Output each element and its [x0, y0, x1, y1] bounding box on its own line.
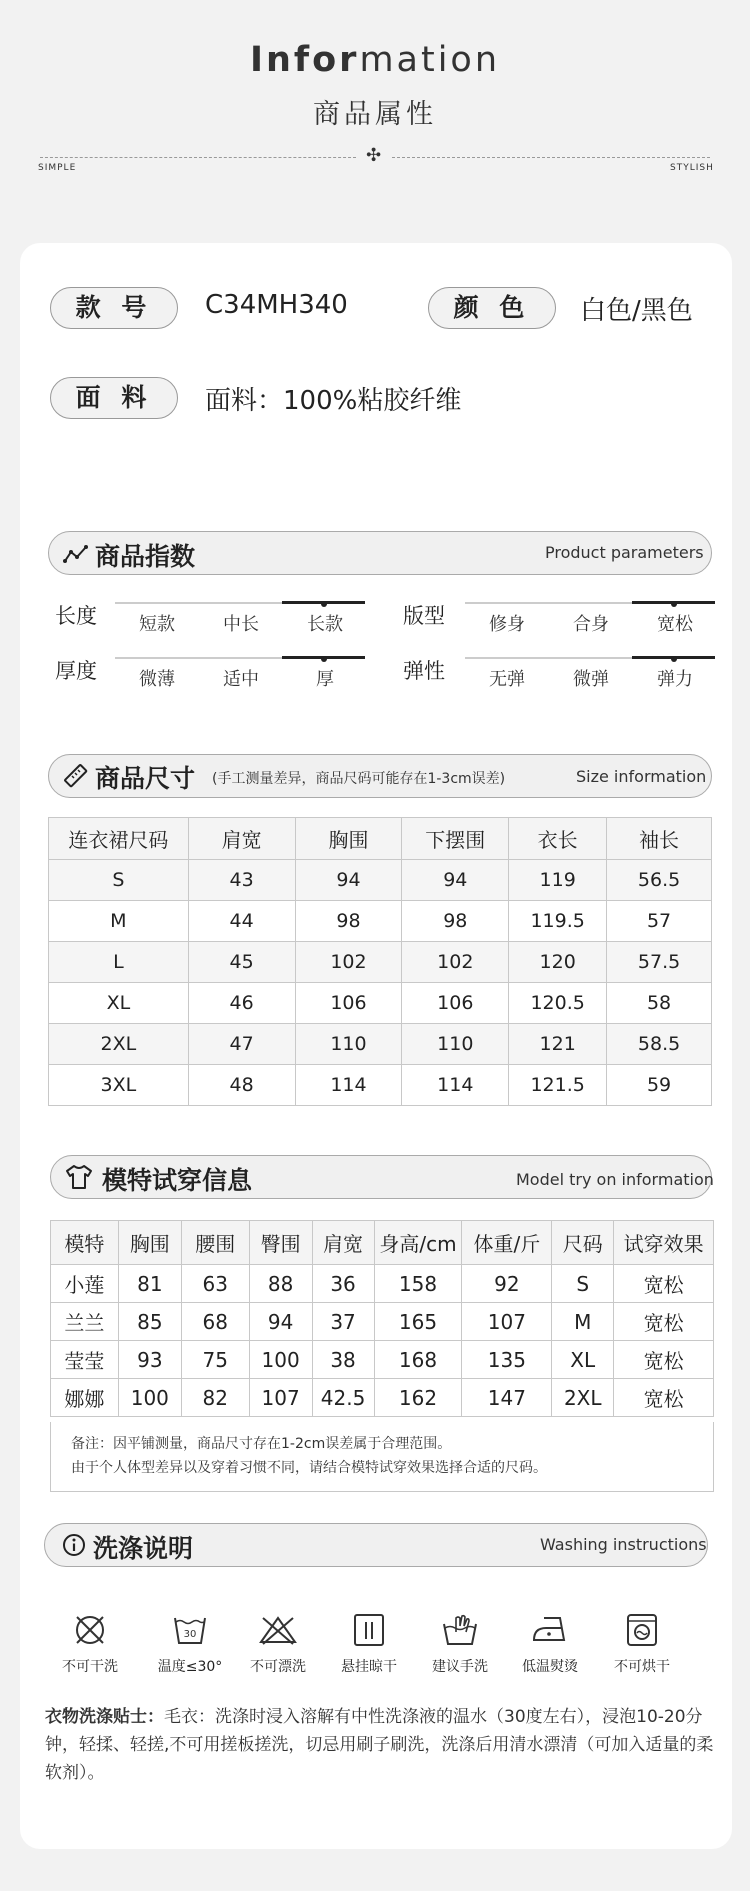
table-row [49, 901, 712, 942]
table-row [51, 1265, 714, 1303]
thickness-option-thick: 厚 [316, 669, 334, 690]
size-cell: 45 [188, 942, 295, 983]
size-header-cell: 衣长 [509, 818, 607, 860]
size-cell: 110 [295, 1024, 402, 1065]
size-header-cell: 胸围 [295, 818, 402, 860]
size-cell: 121.5 [509, 1065, 607, 1106]
thickness-option-thin: 微薄 [139, 669, 175, 690]
size-cell: 120 [509, 942, 607, 983]
size-cell: 58.5 [607, 1024, 712, 1065]
model-header-cell: 模特 [51, 1221, 119, 1265]
model-header-cell: 体重/斤 [462, 1221, 552, 1265]
model-cell: 宽松 [614, 1303, 714, 1341]
size-cell: 56.5 [607, 860, 712, 901]
table-row [51, 1341, 714, 1379]
model-cell: 162 [374, 1379, 462, 1417]
size-cell: 114 [402, 1065, 509, 1106]
no-dry-clean-icon [72, 1612, 108, 1648]
param-label-elasticity: 弹性 [403, 659, 445, 683]
table-row [49, 1065, 712, 1106]
fit-option-regular: 合身 [573, 614, 609, 635]
model-cell: 94 [249, 1303, 312, 1341]
model-cell: 168 [374, 1341, 462, 1379]
fabric-label: 面 料 [50, 377, 178, 419]
wash-label: 悬挂晾干 [341, 1659, 397, 1675]
size-cell: 44 [188, 901, 295, 942]
model-cell: 36 [312, 1265, 374, 1303]
model-cell: 107 [462, 1303, 552, 1341]
size-cell: 94 [295, 860, 402, 901]
model-cell: 63 [181, 1265, 249, 1303]
table-row [49, 1024, 712, 1065]
model-header-cell: 腰围 [181, 1221, 249, 1265]
wash-temp-text: 30 [183, 1629, 197, 1640]
wash-tips-text: 毛衣：洗涤时浸入溶解有中性洗涤液的温水（30度左右），浸泡10-20分钟，轻揉、轻搓,不可用搓板搓洗，切忌用刷子刷洗，洗涤后用清水漂清（可加入适量的柔软剂）。 [45, 1707, 714, 1783]
size-header-cell: 袖长 [607, 818, 712, 860]
model-cell: 135 [462, 1341, 552, 1379]
cross-ornament-icon: ✣ [366, 145, 382, 166]
size-cell: 114 [295, 1065, 402, 1106]
model-cell: 81 [118, 1265, 181, 1303]
wash-30-icon [172, 1612, 208, 1648]
table-row [49, 860, 712, 901]
hang-dry-icon [351, 1612, 387, 1648]
param-label-length: 长度 [55, 604, 97, 628]
wash-item-no-dry-clean [48, 1612, 132, 1676]
size-cell: 57.5 [607, 942, 712, 983]
size-cell: 94 [402, 860, 509, 901]
model-cell: 158 [374, 1265, 462, 1303]
wash-tips [45, 1703, 725, 1787]
model-cell: 莹莹 [51, 1341, 119, 1379]
size-cell: 106 [295, 983, 402, 1024]
model-cell: 147 [462, 1379, 552, 1417]
size-en: Size information [576, 767, 707, 786]
size-table [48, 817, 712, 1106]
size-cell: 46 [188, 983, 295, 1024]
size-cell: 120.5 [509, 983, 607, 1024]
fabric-value: 面料：100%粘胶纤维 [205, 386, 462, 416]
note-line-1: 备注：因平铺测量，商品尺寸存在1-2cm误差属于合理范围。 [71, 1436, 452, 1452]
wash-item-temp [148, 1612, 232, 1676]
table-row [51, 1379, 714, 1417]
model-cell: 小莲 [51, 1265, 119, 1303]
table-row [49, 942, 712, 983]
size-cell: M [49, 901, 189, 942]
model-header-cell: 肩宽 [312, 1221, 374, 1265]
size-header-cell: 肩宽 [188, 818, 295, 860]
size-header-cell: 下摆围 [402, 818, 509, 860]
model-cell: 107 [249, 1379, 312, 1417]
model-cell: 兰兰 [51, 1303, 119, 1341]
size-cell: 57 [607, 901, 712, 942]
model-notes [50, 1422, 714, 1492]
model-cell: 42.5 [312, 1379, 374, 1417]
table-row [49, 983, 712, 1024]
model-cell: 88 [249, 1265, 312, 1303]
wash-label: 温度≤30° [157, 1659, 223, 1675]
length-option-short: 短款 [139, 614, 175, 635]
size-cell: S [49, 860, 189, 901]
model-cell: XL [552, 1341, 614, 1379]
model-cell: 宽松 [614, 1341, 714, 1379]
header-divider-left [40, 157, 356, 158]
wash-item-no-bleach [236, 1612, 320, 1676]
size-cell: 106 [402, 983, 509, 1024]
wash-label: 建议手洗 [432, 1659, 488, 1675]
size-cell: 3XL [49, 1065, 189, 1106]
style-no-value: C34MH340 [205, 290, 348, 320]
size-cell: 58 [607, 983, 712, 1024]
wash-tips-label: 衣物洗涤贴士： [45, 1707, 164, 1727]
model-en: Model try on information [516, 1170, 714, 1189]
size-cell: 102 [295, 942, 402, 983]
size-cell: L [49, 942, 189, 983]
model-cell: 2XL [552, 1379, 614, 1417]
model-header-cell: 尺码 [552, 1221, 614, 1265]
elasticity-option-stretch: 弹力 [657, 669, 693, 690]
model-cell: 85 [118, 1303, 181, 1341]
model-cell: 92 [462, 1265, 552, 1303]
size-header-cell: 连衣裙尺码 [49, 818, 189, 860]
fit-scale-marker [671, 601, 677, 607]
table-row [51, 1303, 714, 1341]
size-note: (手工测量差异，商品尺码可能存在1-3cm误差) [212, 771, 506, 787]
stylish-tag: STYLISH [670, 163, 714, 173]
size-cell: 59 [607, 1065, 712, 1106]
model-header-cell: 胸围 [118, 1221, 181, 1265]
wash-label: 低温熨烫 [522, 1659, 578, 1675]
size-cell: 2XL [49, 1024, 189, 1065]
thickness-scale-marker [321, 656, 327, 662]
wash-item-no-tumble-dry [600, 1612, 684, 1676]
wash-item-low-iron [508, 1612, 592, 1676]
style-no-label: 款 号 [50, 287, 178, 329]
model-cell: S [552, 1265, 614, 1303]
wash-item-hand-wash [418, 1612, 502, 1676]
model-cell: 宽松 [614, 1265, 714, 1303]
model-header-cell: 臀围 [249, 1221, 312, 1265]
model-cell: 68 [181, 1303, 249, 1341]
hand-wash-icon [440, 1612, 480, 1648]
size-cell: 102 [402, 942, 509, 983]
wash-title: 洗涤说明 [93, 1534, 194, 1563]
wash-label: 不可漂洗 [250, 1659, 306, 1675]
wash-label: 不可干洗 [62, 1659, 118, 1675]
param-label-thickness: 厚度 [55, 659, 97, 683]
size-cell: 119 [509, 860, 607, 901]
model-cell: 165 [374, 1303, 462, 1341]
size-cell: 43 [188, 860, 295, 901]
model-cell: M [552, 1303, 614, 1341]
model-cell: 75 [181, 1341, 249, 1379]
model-cell: 100 [249, 1341, 312, 1379]
length-scale-marker [321, 601, 327, 607]
thickness-option-medium: 适中 [223, 669, 259, 690]
model-cell: 宽松 [614, 1379, 714, 1417]
size-cell: 121 [509, 1024, 607, 1065]
length-option-long: 长款 [307, 614, 343, 635]
size-cell: 119.5 [509, 901, 607, 942]
params-en: Product parameters [545, 543, 704, 562]
param-label-fit: 版型 [403, 604, 445, 628]
model-cell: 38 [312, 1341, 374, 1379]
model-cell: 娜娜 [51, 1379, 119, 1417]
color-value: 白色/黑色 [580, 296, 693, 326]
wash-item-hang-dry [327, 1612, 411, 1676]
color-label: 颜 色 [428, 287, 556, 329]
fit-option-slim: 修身 [489, 614, 525, 635]
model-header-cell: 身高/cm [374, 1221, 462, 1265]
fit-option-loose: 宽松 [657, 614, 693, 635]
size-cell: 47 [188, 1024, 295, 1065]
size-cell: XL [49, 983, 189, 1024]
ruler-icon [62, 762, 90, 790]
no-bleach-icon [258, 1612, 298, 1648]
simple-tag: SIMPLE [38, 163, 77, 173]
header-title: Information [249, 40, 501, 80]
elasticity-option-slight: 微弹 [573, 669, 609, 690]
size-title: 商品尺寸 [95, 764, 196, 793]
wash-en: Washing instructions [540, 1535, 707, 1554]
model-cell: 82 [181, 1379, 249, 1417]
note-line-2: 由于个人体型差异以及穿着习惯不同，请结合模特试穿效果选择合适的尺码。 [71, 1460, 547, 1476]
header-divider-right [392, 157, 710, 158]
model-header-cell: 试穿效果 [614, 1221, 714, 1265]
info-icon [62, 1533, 86, 1557]
model-table [50, 1220, 714, 1417]
model-cell: 100 [118, 1379, 181, 1417]
wash-label: 不可烘干 [614, 1659, 670, 1675]
size-cell: 98 [295, 901, 402, 942]
model-cell: 37 [312, 1303, 374, 1341]
elasticity-scale-marker [671, 656, 677, 662]
params-title: 商品指数 [95, 542, 196, 571]
model-title: 模特试穿信息 [102, 1166, 253, 1195]
length-option-mid: 中长 [223, 614, 259, 635]
model-cell: 93 [118, 1341, 181, 1379]
size-cell: 48 [188, 1065, 295, 1106]
trend-line-icon [63, 543, 89, 565]
no-tumble-dry-icon [624, 1612, 660, 1648]
low-iron-icon [530, 1612, 570, 1648]
elasticity-option-none: 无弹 [489, 669, 525, 690]
header-subtitle: 商品属性 [313, 99, 437, 130]
tshirt-icon [65, 1164, 93, 1190]
size-cell: 98 [402, 901, 509, 942]
size-cell: 110 [402, 1024, 509, 1065]
